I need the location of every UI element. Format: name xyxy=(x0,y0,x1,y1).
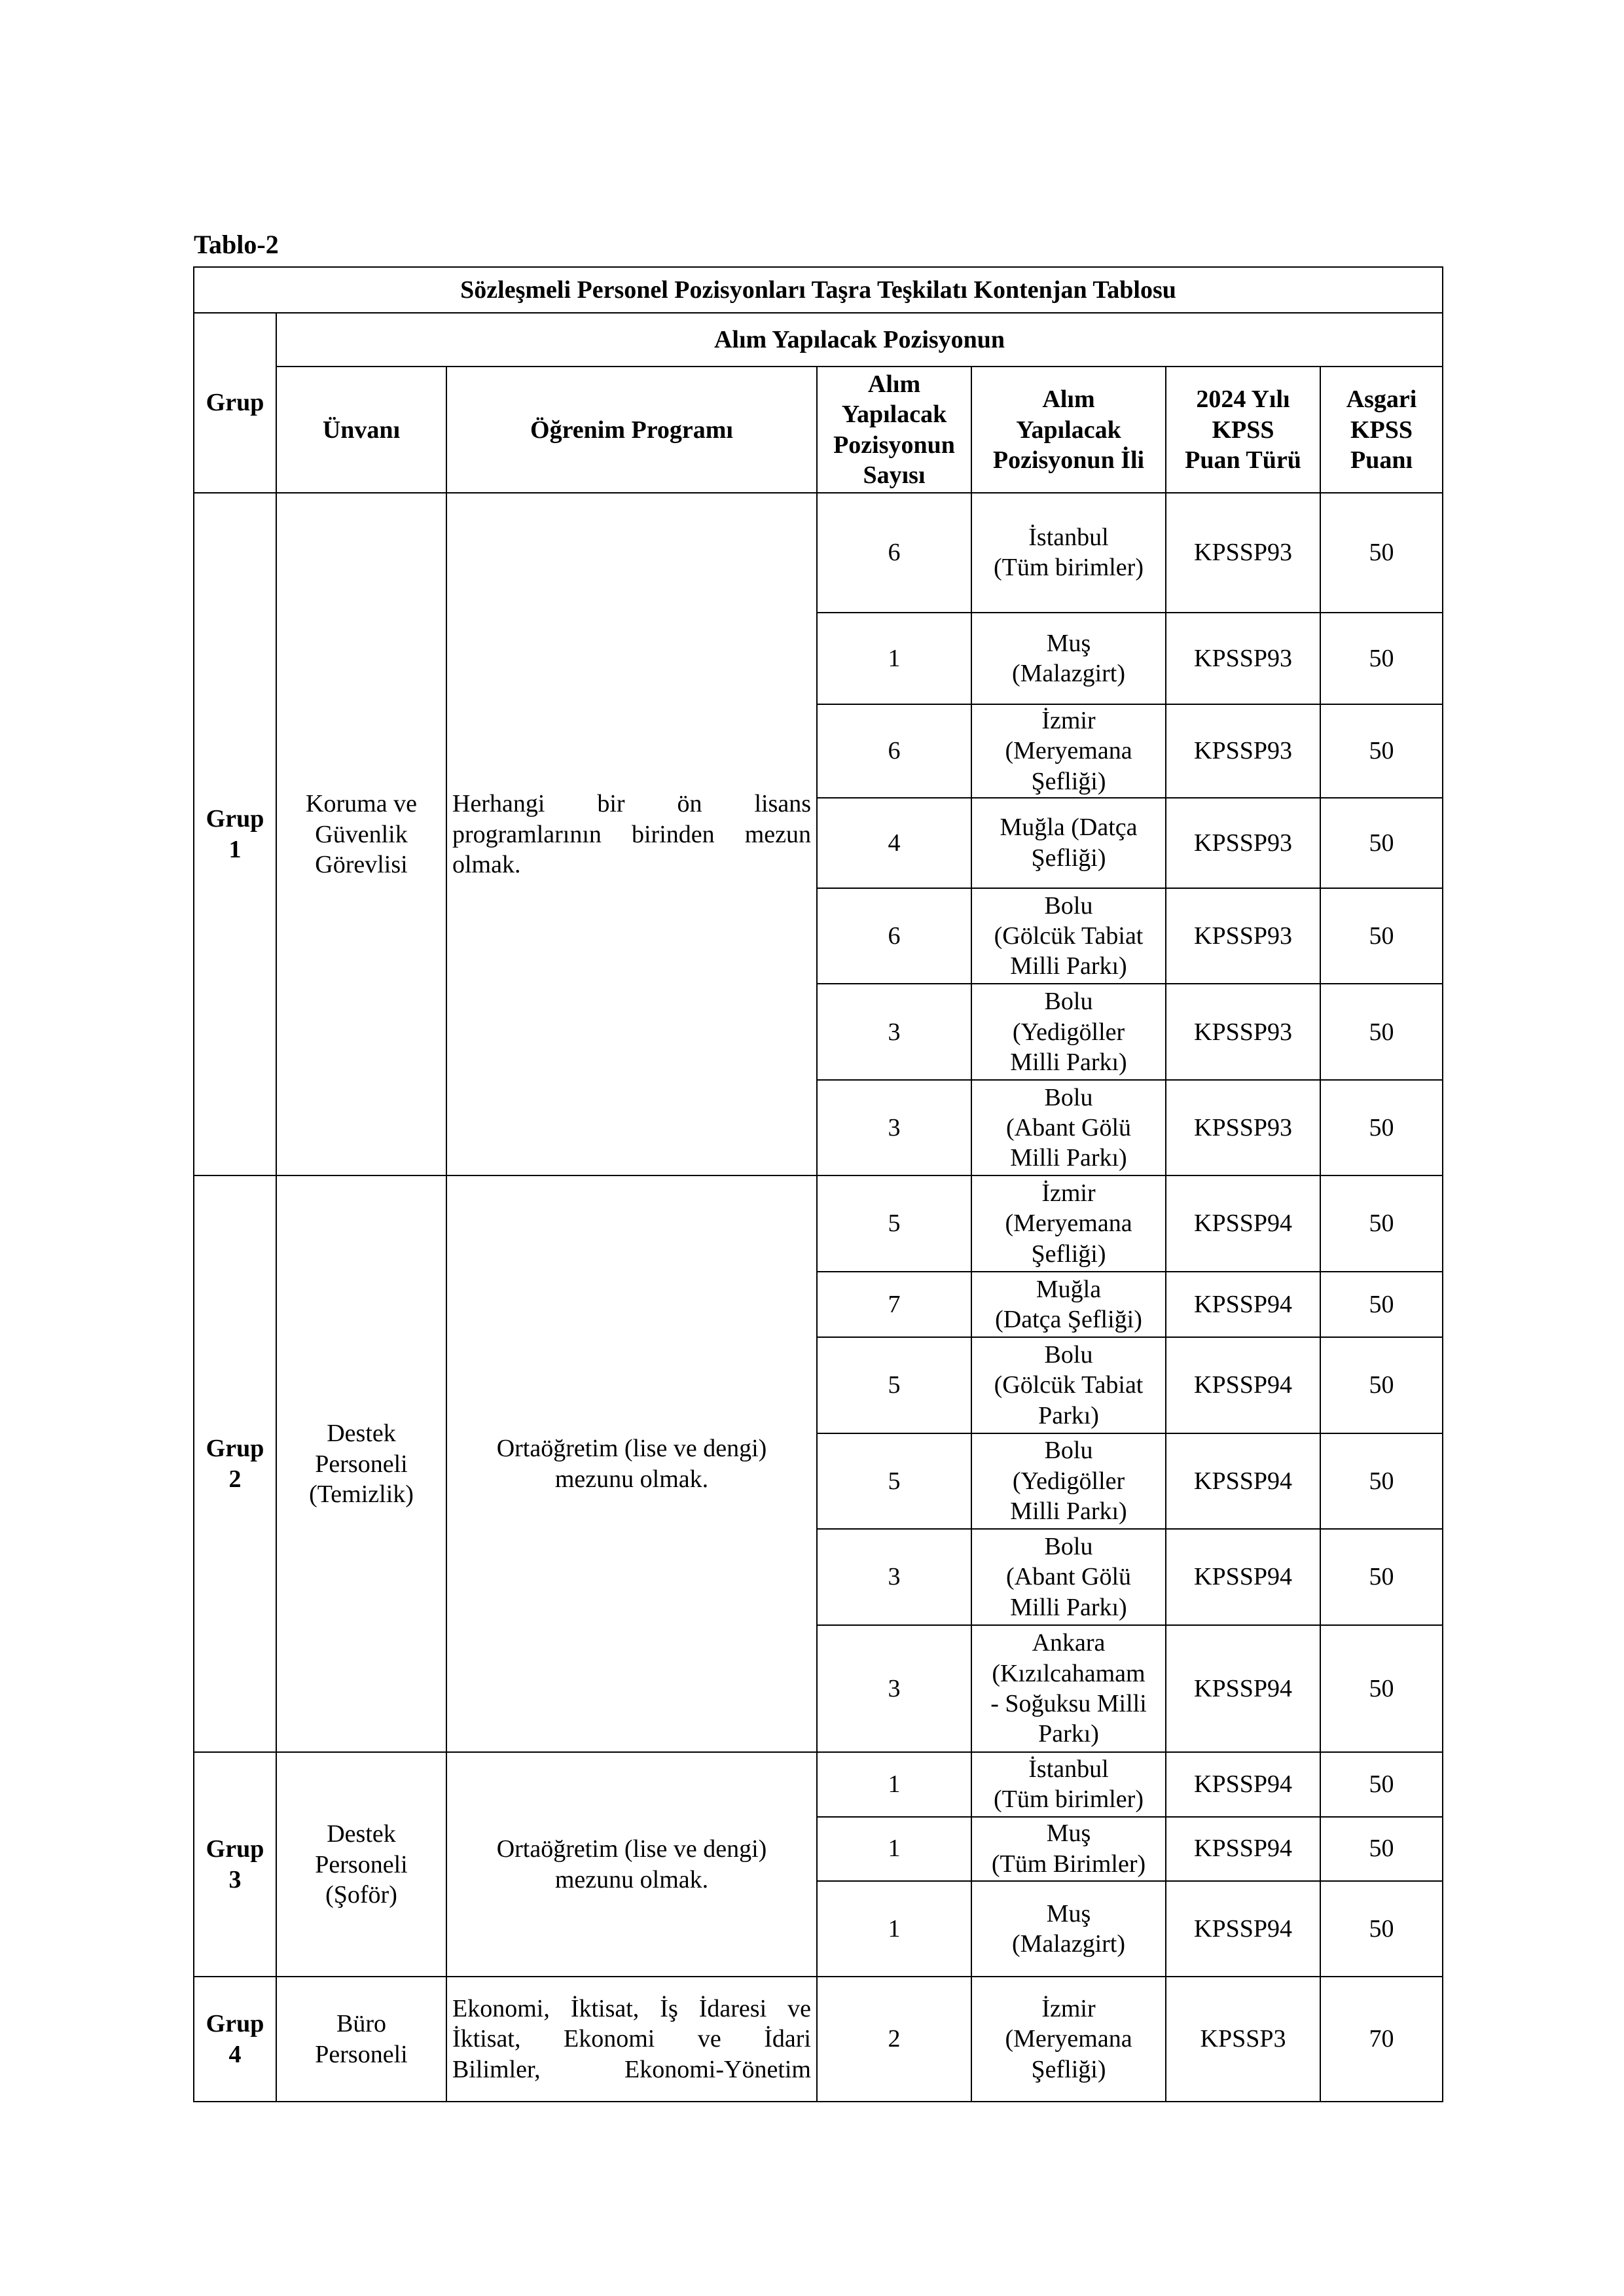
puan-cell: 50 xyxy=(1320,1080,1443,1175)
text-line: Personeli xyxy=(315,1850,408,1878)
text-line: KPSS xyxy=(1212,416,1274,444)
grup-cell xyxy=(194,1752,276,1977)
text-line: (Abant Gölü xyxy=(1005,1563,1132,1591)
puan-cell: 50 xyxy=(1320,1272,1443,1337)
puan-cell: 50 xyxy=(1320,798,1443,888)
il-cell xyxy=(971,1433,1166,1529)
text-line: (Abant Gölü xyxy=(1005,1113,1132,1141)
ogrenim-cell xyxy=(446,1977,817,2102)
table-row xyxy=(194,1977,1443,2102)
text-line: Yapılacak xyxy=(1016,416,1121,444)
puan-turu-cell: KPSSP93 xyxy=(1166,613,1320,704)
sayi-cell: 2 xyxy=(817,1977,971,2102)
puan-cell: 50 xyxy=(1320,1337,1443,1433)
sayi-cell: 6 xyxy=(817,493,971,613)
grup-cell xyxy=(194,493,276,1175)
column-header-row xyxy=(194,367,1443,493)
sayi-cell: 5 xyxy=(817,1337,971,1433)
text-line: Parkı) xyxy=(1038,1720,1099,1748)
puan-turu-cell: KPSSP93 xyxy=(1166,888,1320,984)
header-unvan: Ünvanı xyxy=(276,367,446,493)
text-line: Büro xyxy=(336,2010,386,2038)
text-line: mezunu olmak. xyxy=(554,1865,709,1893)
text-line: Milli Parkı) xyxy=(1010,1498,1127,1526)
sayi-cell: 3 xyxy=(817,1080,971,1175)
header-sayi xyxy=(817,367,971,493)
il-cell xyxy=(971,1272,1166,1337)
text-line: Bolu xyxy=(1044,1437,1093,1465)
text-line: (Tüm Birimler) xyxy=(991,1850,1146,1878)
table-body xyxy=(194,267,1443,2102)
text-line: - Soğuksu Milli xyxy=(990,1689,1147,1717)
text-line: Destek xyxy=(327,1820,396,1848)
sayi-cell: 1 xyxy=(817,1752,971,1816)
text-line: Muş xyxy=(1046,1899,1091,1928)
text-line: olmak. xyxy=(452,850,521,878)
group-header-row xyxy=(194,313,1443,367)
unvan-cell xyxy=(276,1752,446,1977)
text-line: Şefliği) xyxy=(1031,2055,1106,2083)
text-line: Grup xyxy=(206,805,264,833)
sayi-cell: 3 xyxy=(817,1529,971,1624)
il-cell xyxy=(971,1175,1166,1271)
text-line: (Meryemana xyxy=(1005,1210,1132,1238)
header-puan-turu xyxy=(1166,367,1320,493)
text-line: Bolu xyxy=(1044,988,1093,1016)
grup-cell xyxy=(194,1977,276,2102)
text-line: Muş xyxy=(1046,1820,1091,1848)
il-cell xyxy=(971,493,1166,613)
table-label: Tablo-2 xyxy=(194,230,279,259)
header-grup: Grup xyxy=(194,313,276,493)
title-row xyxy=(194,267,1443,313)
puan-turu-cell: KPSSP93 xyxy=(1166,984,1320,1079)
text-line: Muğla (Datça xyxy=(1000,814,1138,842)
ogrenim-cell xyxy=(446,1175,817,1752)
puan-turu-cell: KPSSP93 xyxy=(1166,493,1320,613)
sayi-cell: 3 xyxy=(817,984,971,1079)
text-line: Puan Türü xyxy=(1185,446,1301,474)
puan-turu-cell: KPSSP93 xyxy=(1166,798,1320,888)
text-line: (Meryemana xyxy=(1005,737,1132,765)
text-line: (Gölcük Tabiat xyxy=(994,922,1144,950)
text-line: Ekonomi, İktisat, İş İdaresi ve xyxy=(452,1995,811,2023)
sayi-cell: 1 xyxy=(817,1817,971,1881)
text-line: Milli Parkı) xyxy=(1010,1144,1127,1172)
table-row xyxy=(194,1752,1443,1816)
il-cell xyxy=(971,1337,1166,1433)
puan-cell: 50 xyxy=(1320,1433,1443,1529)
text-line: Ortaöğretim (lise ve dengi) xyxy=(496,1835,767,1863)
text-line: Grup xyxy=(206,1835,264,1863)
text-line: Şefliği) xyxy=(1031,767,1106,795)
text-line: (Gölcük Tabiat xyxy=(994,1371,1144,1399)
il-cell xyxy=(971,1977,1166,2102)
text-line: Bolu xyxy=(1044,891,1093,920)
puan-cell: 50 xyxy=(1320,1881,1443,1977)
puan-cell: 50 xyxy=(1320,1529,1443,1624)
puan-cell: 50 xyxy=(1320,493,1443,613)
unvan-cell xyxy=(276,1977,446,2102)
ogrenim-cell xyxy=(446,1752,817,1977)
text-line: İktisat, Ekonomi ve İdari xyxy=(452,2025,811,2053)
unvan-cell xyxy=(276,1175,446,1752)
text-line: Milli Parkı) xyxy=(1010,1048,1127,1076)
table-row xyxy=(194,1175,1443,1271)
sayi-cell: 7 xyxy=(817,1272,971,1337)
puan-turu-cell: KPSSP94 xyxy=(1166,1175,1320,1271)
grup-cell xyxy=(194,1175,276,1752)
text-line: Destek xyxy=(327,1420,396,1448)
text-line: (Malazgirt) xyxy=(1011,659,1126,687)
ogrenim-cell xyxy=(446,493,817,1175)
text-line: Asgari xyxy=(1346,386,1417,414)
puan-cell: 50 xyxy=(1320,704,1443,797)
puan-turu-cell: KPSSP94 xyxy=(1166,1529,1320,1624)
header-ogrenim: Öğrenim Programı xyxy=(446,367,817,493)
text-line: Pozisyonun xyxy=(833,431,955,459)
text-line: Bolu xyxy=(1044,1083,1093,1111)
puan-cell: 50 xyxy=(1320,1175,1443,1271)
text-line: (Tüm birimler) xyxy=(994,554,1144,582)
unvan-cell xyxy=(276,493,446,1175)
il-cell xyxy=(971,1881,1166,1977)
sayi-cell: 5 xyxy=(817,1175,971,1271)
puan-turu-cell: KPSSP93 xyxy=(1166,1080,1320,1175)
text-line: Grup xyxy=(206,1435,264,1463)
table-row xyxy=(194,493,1443,613)
text-line: Puanı xyxy=(1350,446,1413,474)
text-line: 1 xyxy=(228,835,242,863)
puan-turu-cell: KPSSP94 xyxy=(1166,1817,1320,1881)
text-line: Milli Parkı) xyxy=(1010,952,1127,980)
sayi-cell: 1 xyxy=(817,613,971,704)
il-cell xyxy=(971,704,1166,797)
text-line: İstanbul xyxy=(1028,1755,1109,1783)
puan-turu-cell: KPSSP94 xyxy=(1166,1433,1320,1529)
text-line: KPSS xyxy=(1350,416,1413,444)
text-line: programlarının birinden mezun xyxy=(452,820,811,848)
sayi-cell: 6 xyxy=(817,888,971,984)
text-line: Milli Parkı) xyxy=(1010,1593,1127,1621)
text-line: İstanbul xyxy=(1028,524,1109,551)
text-line: Alım xyxy=(867,370,921,399)
text-line: Güvenlik xyxy=(315,820,408,848)
text-line: Bolu xyxy=(1044,1532,1093,1560)
sayi-cell: 1 xyxy=(817,1881,971,1977)
il-cell xyxy=(971,1625,1166,1753)
text-line: 4 xyxy=(228,2040,242,2068)
puan-turu-cell: KPSSP94 xyxy=(1166,1752,1320,1816)
puan-turu-cell: KPSSP94 xyxy=(1166,1337,1320,1433)
sayi-cell: 4 xyxy=(817,798,971,888)
text-line: Muğla xyxy=(1036,1275,1102,1303)
puan-cell: 50 xyxy=(1320,984,1443,1079)
text-line: 2 xyxy=(228,1465,242,1493)
sayi-cell: 3 xyxy=(817,1625,971,1753)
il-cell xyxy=(971,1752,1166,1816)
text-line: 3 xyxy=(228,1865,242,1893)
text-line: Pozisyonun İli xyxy=(992,446,1145,474)
text-line: 2024 Yılı xyxy=(1196,386,1290,414)
text-line: (Malazgirt) xyxy=(1011,1930,1126,1958)
puan-turu-cell: KPSSP93 xyxy=(1166,704,1320,797)
il-cell xyxy=(971,984,1166,1079)
puan-cell: 50 xyxy=(1320,1625,1443,1753)
text-line: mezunu olmak. xyxy=(554,1465,709,1493)
text-line: Personeli xyxy=(315,2040,408,2068)
text-line: Bilimler, Ekonomi-Yönetim xyxy=(452,2055,811,2083)
text-line: İzmir xyxy=(1041,1995,1096,2023)
text-line: (Temizlik) xyxy=(309,1480,414,1508)
text-line: Alım xyxy=(1042,386,1095,414)
il-cell xyxy=(971,1817,1166,1881)
text-line: Koruma ve xyxy=(306,790,417,818)
puan-cell: 50 xyxy=(1320,888,1443,984)
il-cell xyxy=(971,1080,1166,1175)
header-asgari xyxy=(1320,367,1443,493)
text-line: Şefliği) xyxy=(1031,844,1106,872)
text-line: Grup xyxy=(206,2010,264,2038)
puan-cell: 70 xyxy=(1320,1977,1443,2102)
text-line: Muş xyxy=(1046,629,1091,657)
puan-turu-cell: KPSSP94 xyxy=(1166,1625,1320,1753)
header-alim-group: Alım Yapılacak Pozisyonun xyxy=(276,313,1443,367)
text-line: (Meryemana xyxy=(1005,2025,1132,2053)
contingent-table xyxy=(193,266,1443,2102)
table-title: Sözleşmeli Personel Pozisyonları Taşra Teşkilatı Kontenjan Tablosu xyxy=(194,267,1443,313)
sayi-cell: 6 xyxy=(817,704,971,797)
text-line: Şefliği) xyxy=(1031,1240,1106,1268)
header-il xyxy=(971,367,1166,493)
text-line: Ankara xyxy=(1032,1629,1106,1657)
il-cell xyxy=(971,798,1166,888)
text-line: (Yedigöller xyxy=(1012,1467,1125,1495)
text-line: Yapılacak xyxy=(841,401,947,429)
il-cell xyxy=(971,888,1166,984)
puan-turu-cell: KPSSP94 xyxy=(1166,1272,1320,1337)
text-line: İzmir xyxy=(1041,1179,1096,1208)
text-line: Sayısı xyxy=(863,461,926,490)
puan-cell: 50 xyxy=(1320,1817,1443,1881)
text-line: (Datça Şefliği) xyxy=(995,1306,1142,1334)
il-cell xyxy=(971,1529,1166,1624)
text-line: (Tüm birimler) xyxy=(994,1785,1144,1814)
text-line: Ortaöğretim (lise ve dengi) xyxy=(496,1435,767,1463)
text-line: (Şoför) xyxy=(325,1880,397,1909)
puan-cell: 50 xyxy=(1320,1752,1443,1816)
il-cell xyxy=(971,613,1166,704)
text-line: Görevlisi xyxy=(315,850,408,878)
puan-cell: 50 xyxy=(1320,613,1443,704)
text-line: (Kızılcahamam xyxy=(992,1659,1146,1687)
text-line: Parkı) xyxy=(1038,1401,1099,1429)
puan-turu-cell: KPSSP3 xyxy=(1166,1977,1320,2102)
text-line: İzmir xyxy=(1041,706,1096,734)
text-line: Herhangi bir ön lisans xyxy=(452,790,811,818)
text-line: Personeli xyxy=(315,1450,408,1478)
sayi-cell: 5 xyxy=(817,1433,971,1529)
puan-turu-cell: KPSSP94 xyxy=(1166,1881,1320,1977)
text-line: (Yedigöller xyxy=(1012,1018,1125,1046)
text-line: Bolu xyxy=(1044,1340,1093,1369)
